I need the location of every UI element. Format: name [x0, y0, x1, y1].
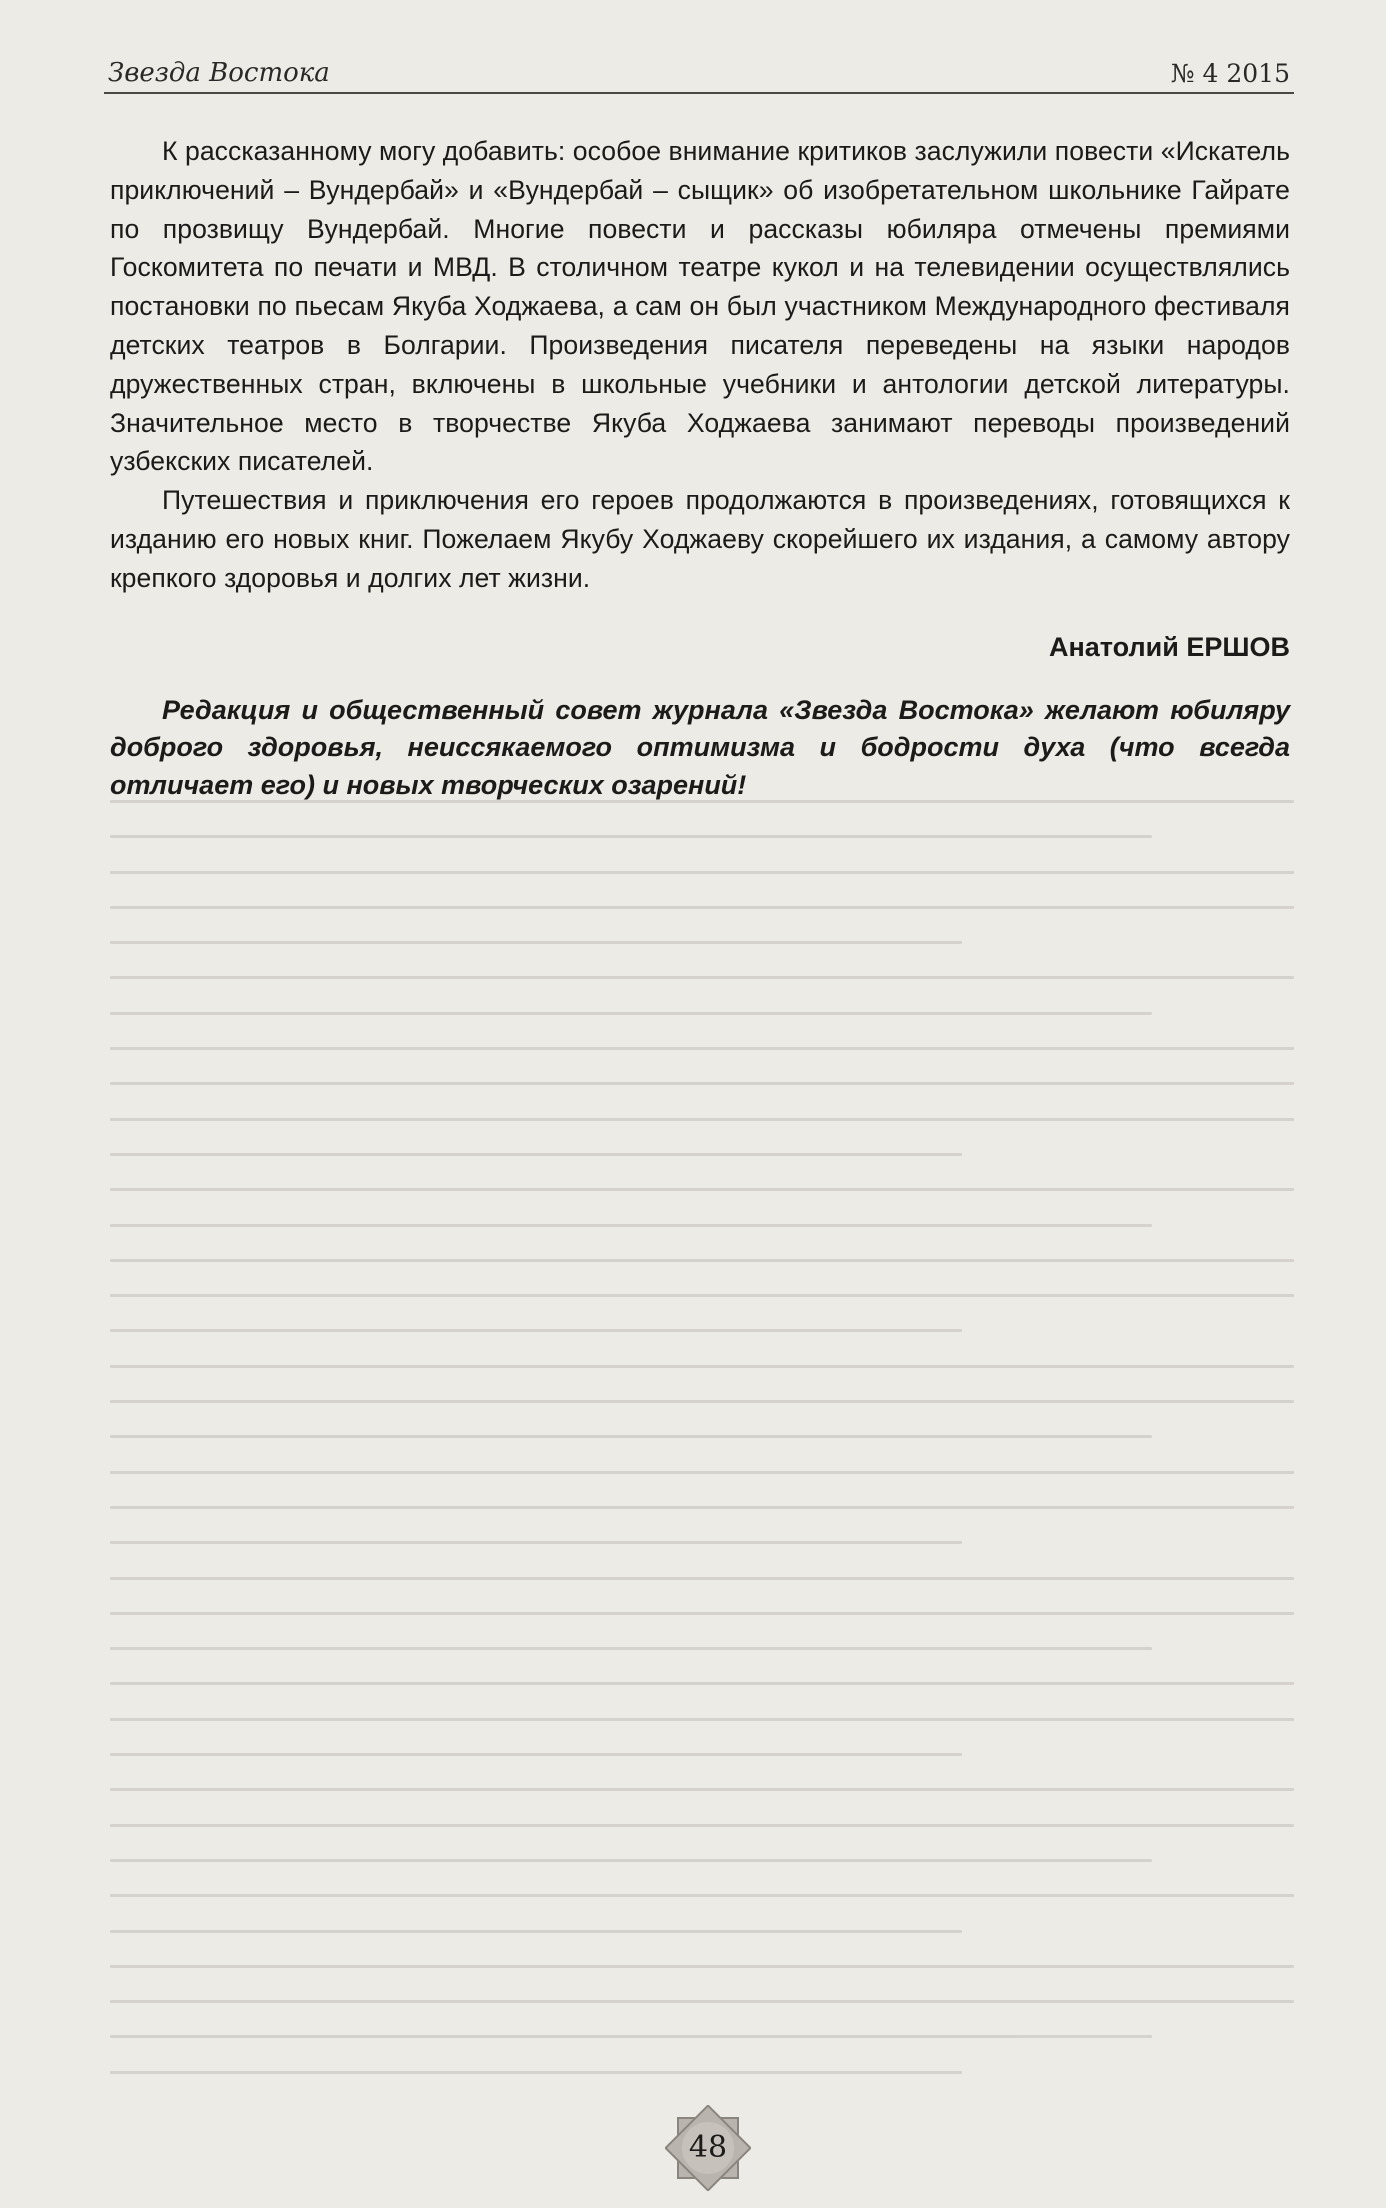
bleed-line: [110, 1682, 1294, 1685]
bleed-line: [110, 1753, 962, 1756]
bleed-line: [110, 941, 962, 944]
bleed-line: [110, 1400, 1294, 1403]
bleed-line: [110, 2000, 1294, 2003]
bleed-through-texture: [110, 800, 1294, 2120]
page-number: 48: [688, 2130, 728, 2165]
bleed-line: [110, 1612, 1294, 1615]
journal-title: Звезда Востока: [108, 58, 330, 88]
page-number-badge: [665, 2105, 751, 2191]
bleed-line: [110, 1930, 962, 1933]
author-signature: Анатолий ЕРШОВ: [1048, 631, 1290, 662]
body-paragraph: К рассказанному могу добавить: особое внимание критиков заслужили повести «Искатель приключений – Вундербай» и «Вундербай – сыщик» об изобретательном школьнике Гайрате по прозвищу Вундербай. Многие повести и рассказы юбиляра отмечены премиями Госкомитета по печати и МВД. В столичном театре кукол и на телевидении осуществлялись постановки по пьесам Якуба Ходжаева, а сам он был участником Международного фестиваля детских театров в Болгарии. Произведения писателя переведены на языки народов дружественных стран, включены в школьные учебники и антологии детской литературы. Значительное место в творчестве Якуба Ходжаева занимают переводы произведений узбекских писателей.: [110, 136, 1290, 477]
issue-number: № 4 2015: [1170, 59, 1290, 88]
bleed-line: [110, 1471, 1294, 1474]
bleed-line: [110, 2071, 962, 2074]
bleed-line: [110, 1365, 1294, 1368]
bleed-line: [110, 1859, 1152, 1862]
body-paragraph: Путешествия и приключения его героев продолжаются в произведениях, готовящихся к изданию его новых книг. Пожелаем Якубу Ходжаеву скорейшего их издания, а самому автору крепкого здоровья и долгих лет жизни.: [110, 485, 1290, 593]
bleed-line: [110, 1435, 1152, 1438]
bleed-line: [110, 1118, 1294, 1121]
bleed-line: [110, 871, 1294, 874]
bleed-line: [110, 1718, 1294, 1721]
bleed-line: [110, 1294, 1294, 1297]
bleed-line: [110, 835, 1152, 838]
article-body: [110, 132, 1290, 804]
bleed-line: [110, 1012, 1152, 1015]
bleed-line: [110, 1047, 1294, 1050]
bleed-line: [110, 1259, 1294, 1262]
bleed-line: [110, 1541, 962, 1544]
bleed-line: [110, 1153, 962, 1156]
bleed-line: [110, 1894, 1294, 1897]
editorial-note: Редакция и общественный совет журнала «Звезда Востока» желают юбиляру доброго здоровья, неиссякаемого оптимизма и бодрости духа (что всегда отличает его) и новых творческих озарений!: [110, 694, 1290, 800]
bleed-line: [110, 906, 1294, 909]
bleed-line: [110, 976, 1294, 979]
bleed-line: [110, 1788, 1294, 1791]
bleed-line: [110, 1329, 962, 1332]
bleed-line: [110, 1224, 1152, 1227]
running-header: [104, 52, 1294, 94]
bleed-line: [110, 1824, 1294, 1827]
bleed-line: [110, 1577, 1294, 1580]
bleed-line: [110, 1965, 1294, 1968]
bleed-line: [110, 2035, 1152, 2038]
bleed-line: [110, 1647, 1152, 1650]
bleed-line: [110, 1506, 1294, 1509]
bleed-line: [110, 1188, 1294, 1191]
bleed-line: [110, 1082, 1294, 1085]
